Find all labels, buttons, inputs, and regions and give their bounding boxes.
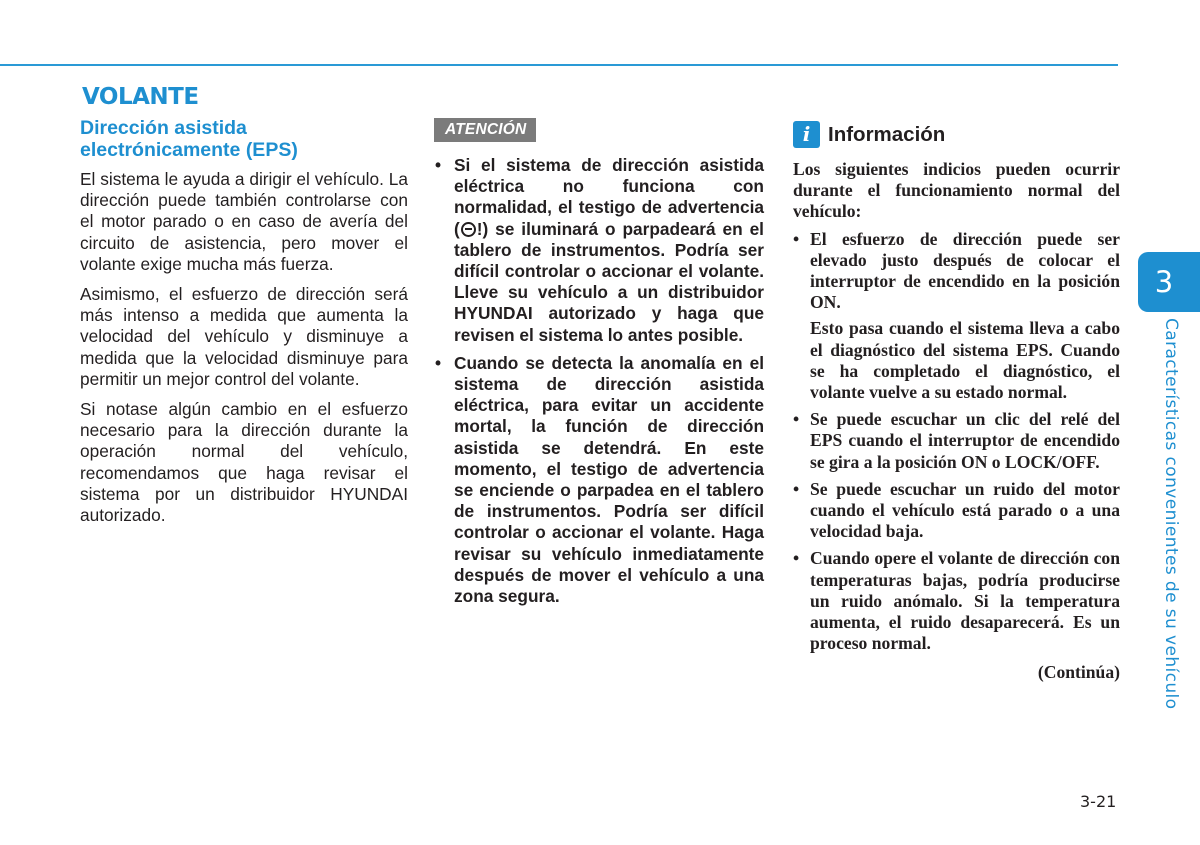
paragraph: Asimismo, el esfuerzo de dirección será más intenso a medida que aumenta la velocidad del vehículo y disminuye a medida que la velocidad disminuye para permitir un mejor control del volante. (80, 284, 408, 389)
info-item (793, 229, 1120, 404)
info-item-subparagraph: Esto pasa cuando el sistema lleva a cabo el diagnóstico del sistema EPS. Cuando se ha completado el diagnóstico, el volante vuelve a su estado normal. (810, 318, 1120, 403)
warning-item (434, 155, 764, 346)
info-item: • Se puede escuchar un ruido del motor cuando el vehículo está parado o a una velocidad baja. (793, 479, 1120, 543)
eps-steering-warning-icon (461, 222, 476, 237)
column-eps-description (80, 117, 408, 535)
header-rule (0, 64, 1118, 66)
warning-item: • Cuando se detecta la anomalía en el sistema de dirección asistida eléctrica, para evitar un accidente mortal, la función de dirección asistida se detendrá. En este momento, el testigo de advertencia se enciende o parpadea en el tablero de instrumentos. Podría ser difícil controlar o accionar el volante. Haga revisar su vehículo inmediatamente después de mover el vehículo a una zona segura. (434, 353, 764, 607)
warning-list (434, 155, 764, 607)
info-title: Información (828, 122, 946, 146)
warning-badge: ATENCIÓN (434, 118, 536, 142)
column-information (793, 121, 1120, 684)
chapter-side-title: Características convenientes de su vehículo (1161, 318, 1181, 710)
paragraph: El sistema le ayuda a dirigir el vehículo. La dirección puede también controlarse con el motor parado o en caso de avería del circuito de asistencia, pero mover el volante exige mucha más fuerza. (80, 169, 408, 274)
info-item: • Cuando opere el volante de dirección con temperaturas bajas, podría producirse un ruido anómalo. Si la temperatura aumenta, el ruido desaparecerá. Es un proceso normal. (793, 548, 1120, 654)
warning-text-part: ) se iluminará o parpadeará en el tablero de instrumentos. Podría ser difícil controlar o accionar el volante. Lleve su vehículo a un distribuidor HYUNDAI autorizado y haga que revisen el sistema lo antes posible. (454, 218, 764, 345)
page-number: 3-21 (1080, 792, 1117, 811)
subsection-heading: Dirección asistida electrónicamente (EPS) (80, 117, 298, 161)
info-list (793, 229, 1120, 655)
info-icon: i (793, 121, 820, 148)
info-item-text: El esfuerzo de dirección puede ser elevado justo después de colocar el interruptor de encendido en la posición ON. (810, 228, 1120, 313)
column-warning (434, 118, 764, 614)
section-title: VOLANTE (82, 84, 199, 110)
chapter-tab: 3 (1138, 252, 1200, 312)
warning-text-part: Si el sistema de dirección asistida eléctrica no funciona con normalidad, el testigo de advertencia ( (454, 155, 764, 239)
info-header (793, 121, 1120, 148)
paragraph: Si notase algún cambio en el esfuerzo necesario para la dirección durante la operación normal del vehículo, recomendamos que haga revisar el sistema por un distribuidor HYUNDAI autorizado. (80, 399, 408, 526)
info-item: • Se puede escuchar un clic del relé del EPS cuando el interruptor de encendido se gira a la posición ON o LOCK/OFF. (793, 409, 1120, 473)
info-intro: Los siguientes indicios pueden ocurrir durante el funcionamiento normal del vehículo: (793, 159, 1120, 222)
continued-label: (Continúa) (1037, 662, 1120, 683)
warning-symbol-suffix: ! (476, 218, 483, 239)
